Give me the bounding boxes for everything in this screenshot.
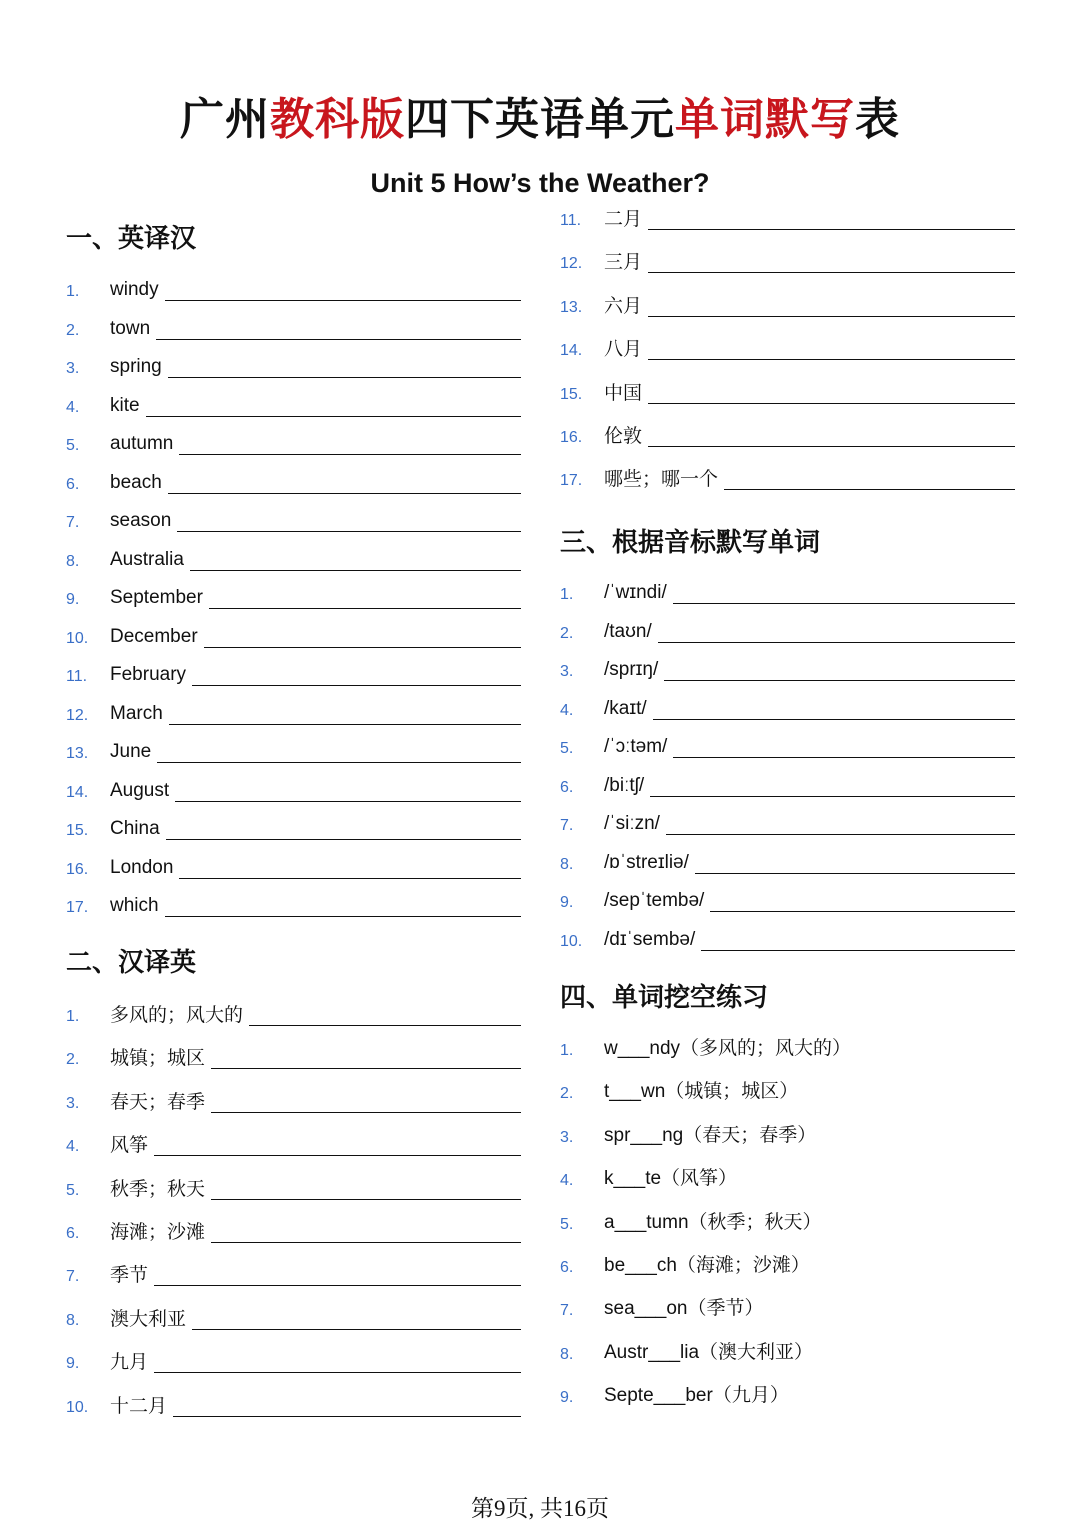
item-number: 7. bbox=[560, 1302, 574, 1320]
answer-blank-line[interactable] bbox=[648, 445, 1015, 447]
answer-blank-line[interactable] bbox=[648, 228, 1015, 230]
item-prompt: March bbox=[110, 702, 163, 724]
item-number: 3. bbox=[560, 1128, 574, 1146]
item-number: 6. bbox=[66, 1225, 80, 1242]
answer-blank-line[interactable] bbox=[664, 679, 1015, 681]
item-number: 12. bbox=[560, 255, 583, 273]
item-prompt: /kaɪt/ bbox=[604, 697, 647, 719]
item-prompt: /taʊn/ bbox=[604, 620, 652, 642]
fill-blank-item bbox=[560, 1120, 1015, 1148]
en-to-zh-item bbox=[66, 890, 521, 918]
zh-to-en-item bbox=[66, 999, 521, 1027]
answer-blank-line[interactable] bbox=[175, 800, 521, 802]
item-number: 9. bbox=[66, 591, 80, 608]
item-number: 11. bbox=[560, 212, 582, 229]
item-prompt: a___tumn（秋季；秋天） bbox=[604, 1211, 822, 1233]
answer-blank-line[interactable] bbox=[154, 1371, 521, 1373]
answer-blank-line[interactable] bbox=[653, 718, 1015, 720]
item-number: 4. bbox=[66, 1138, 80, 1156]
en-to-zh-item bbox=[66, 582, 521, 610]
answer-blank-line[interactable] bbox=[192, 684, 521, 686]
en-to-zh-item bbox=[66, 659, 521, 687]
zh-to-en-item bbox=[66, 1259, 521, 1287]
phonetic-item bbox=[560, 693, 1015, 721]
page-title bbox=[0, 90, 1080, 150]
answer-blank-line[interactable] bbox=[710, 910, 1015, 912]
item-prompt: /sepˈtembə/ bbox=[604, 890, 705, 911]
fill-blank-item bbox=[560, 1076, 1015, 1104]
item-number: 13. bbox=[560, 298, 583, 316]
zh-to-en-item bbox=[560, 377, 1015, 405]
item-number: 2. bbox=[560, 1085, 574, 1103]
item-prompt: 澳大利亚 bbox=[110, 1307, 187, 1330]
en-to-zh-item bbox=[66, 698, 521, 726]
en-to-zh-item bbox=[66, 274, 521, 302]
item-number: 7. bbox=[66, 514, 80, 531]
phonetic-item bbox=[560, 654, 1015, 682]
answer-blank-line[interactable] bbox=[650, 795, 1015, 797]
item-prompt: August bbox=[110, 779, 170, 801]
phonetic-item bbox=[560, 924, 1015, 952]
en-to-zh-item bbox=[66, 621, 521, 649]
item-number: 8. bbox=[560, 1345, 574, 1363]
item-prompt: town bbox=[110, 317, 151, 339]
zh-to-en-item bbox=[560, 420, 1015, 448]
item-number: 13. bbox=[66, 745, 89, 762]
item-prompt: 春天；春季 bbox=[110, 1090, 206, 1113]
item-number: 1. bbox=[66, 283, 80, 300]
item-number: 3. bbox=[66, 1094, 80, 1112]
title-part-1: 广州 bbox=[180, 94, 270, 145]
item-prompt: 季节 bbox=[110, 1264, 149, 1287]
item-number: 17. bbox=[560, 472, 583, 490]
answer-blank-line[interactable] bbox=[209, 607, 521, 609]
item-prompt: Austr___lia（澳大利亚） bbox=[604, 1341, 814, 1363]
item-prompt: /ɒˈstreɪliə/ bbox=[604, 851, 689, 873]
zh-to-en-item bbox=[560, 290, 1015, 318]
item-number: 8. bbox=[66, 552, 80, 570]
answer-blank-line[interactable] bbox=[211, 1198, 521, 1200]
item-prompt: t___wn（城镇；城区） bbox=[604, 1081, 799, 1103]
zh-to-en-item bbox=[66, 1216, 521, 1244]
item-prompt: /sprɪŋ/ bbox=[604, 659, 659, 680]
item-number: 1. bbox=[66, 1008, 80, 1025]
zh-to-en-item bbox=[66, 1390, 521, 1418]
item-prompt: Septe___ber（九月） bbox=[604, 1385, 789, 1407]
item-prompt: /biːtʃ/ bbox=[604, 774, 645, 796]
item-prompt: 风筝 bbox=[110, 1134, 149, 1157]
item-number: 12. bbox=[66, 706, 89, 724]
item-number: 5. bbox=[560, 1215, 574, 1233]
title-part-5: 表 bbox=[855, 94, 900, 145]
item-number: 10. bbox=[66, 629, 89, 647]
answer-blank-line[interactable] bbox=[211, 1067, 521, 1069]
answer-blank-line[interactable] bbox=[190, 569, 521, 571]
phonetic-item bbox=[560, 808, 1015, 836]
item-number: 5. bbox=[66, 437, 80, 454]
item-number: 16. bbox=[560, 429, 583, 446]
item-number: 3. bbox=[66, 360, 80, 377]
item-number: 11. bbox=[66, 668, 88, 685]
zh-to-en-item bbox=[560, 203, 1015, 231]
item-number: 1. bbox=[560, 1042, 574, 1059]
answer-blank-line[interactable] bbox=[724, 488, 1015, 490]
item-prompt: sea___on（季节） bbox=[604, 1298, 764, 1320]
item-prompt: w___ndy（多风的；风大的） bbox=[604, 1038, 852, 1059]
answer-blank-line[interactable] bbox=[168, 492, 521, 494]
answer-blank-line[interactable] bbox=[165, 915, 521, 917]
en-to-zh-item bbox=[66, 775, 521, 803]
section-zh-to-en-heading: 二、汉译英 bbox=[66, 948, 197, 978]
item-number: 5. bbox=[66, 1181, 80, 1199]
en-to-zh-item bbox=[66, 351, 521, 379]
page-footer: 第9页, 共16页 bbox=[471, 1496, 609, 1521]
en-to-zh-item bbox=[66, 544, 521, 572]
item-prompt: London bbox=[110, 856, 174, 878]
item-prompt: 三月 bbox=[604, 251, 643, 274]
item-prompt: 城镇；城区 bbox=[110, 1047, 206, 1070]
item-prompt: 九月 bbox=[110, 1351, 149, 1374]
title-part-3: 四下英语单元 bbox=[405, 94, 675, 145]
item-prompt: 十二月 bbox=[110, 1394, 168, 1417]
item-number: 2. bbox=[560, 624, 574, 642]
item-prompt: 秋季；秋天 bbox=[110, 1177, 206, 1200]
answer-blank-line[interactable] bbox=[204, 646, 521, 648]
answer-blank-line[interactable] bbox=[154, 1154, 521, 1156]
item-prompt: 六月 bbox=[604, 294, 643, 317]
zh-to-en-item bbox=[66, 1042, 521, 1070]
zh-to-en-item bbox=[66, 1303, 521, 1331]
item-prompt: which bbox=[110, 895, 159, 916]
item-number: 16. bbox=[66, 860, 89, 878]
item-prompt: season bbox=[110, 510, 172, 531]
phonetic-item bbox=[560, 885, 1015, 913]
answer-blank-line[interactable] bbox=[146, 415, 521, 417]
item-number: 17. bbox=[66, 899, 89, 916]
answer-blank-line[interactable] bbox=[179, 453, 521, 455]
answer-blank-line[interactable] bbox=[249, 1024, 521, 1026]
answer-blank-line[interactable] bbox=[169, 723, 521, 725]
item-number: 7. bbox=[560, 817, 574, 834]
answer-blank-line[interactable] bbox=[648, 271, 1015, 273]
fill-blank-item bbox=[560, 1250, 1015, 1278]
item-prompt: 多风的；风大的 bbox=[110, 1004, 244, 1026]
en-to-zh-item bbox=[66, 467, 521, 495]
item-number: 8. bbox=[560, 855, 574, 873]
item-prompt: China bbox=[110, 818, 160, 839]
item-prompt: spring bbox=[110, 356, 162, 377]
item-prompt: /dɪˈsembə/ bbox=[604, 928, 696, 950]
unit-subtitle: Unit 5 How’s the Weather? bbox=[370, 168, 710, 198]
item-prompt: 哪些；哪一个 bbox=[604, 468, 719, 491]
item-number: 9. bbox=[66, 1355, 80, 1373]
item-number: 10. bbox=[560, 932, 583, 950]
section-phonetic-heading: 三、根据音标默写单词 bbox=[560, 528, 821, 558]
answer-blank-line[interactable] bbox=[211, 1241, 521, 1243]
item-prompt: December bbox=[110, 625, 198, 647]
section-en-to-zh-heading: 一、英译汉 bbox=[66, 224, 197, 254]
item-prompt: 八月 bbox=[604, 338, 643, 361]
zh-to-en-item bbox=[66, 1346, 521, 1374]
answer-blank-line[interactable] bbox=[156, 338, 521, 340]
answer-blank-line[interactable] bbox=[157, 761, 521, 763]
answer-blank-line[interactable] bbox=[165, 299, 521, 301]
item-prompt: autumn bbox=[110, 433, 174, 454]
phonetic-item bbox=[560, 616, 1015, 644]
phonetic-item bbox=[560, 770, 1015, 798]
fill-blank-item bbox=[560, 1163, 1015, 1191]
zh-to-en-item bbox=[66, 1086, 521, 1114]
phonetic-item bbox=[560, 731, 1015, 759]
item-prompt: kite bbox=[110, 394, 140, 416]
zh-to-en-item bbox=[560, 463, 1015, 491]
title-part-4: 单词默写 bbox=[675, 94, 855, 145]
item-number: 6. bbox=[560, 1259, 574, 1276]
en-to-zh-item bbox=[66, 852, 521, 880]
zh-to-en-item bbox=[66, 1173, 521, 1201]
item-prompt: September bbox=[110, 587, 203, 608]
item-number: 14. bbox=[560, 342, 583, 360]
answer-blank-line[interactable] bbox=[177, 530, 521, 532]
item-prompt: June bbox=[110, 741, 152, 762]
item-prompt: k___te（风筝） bbox=[604, 1168, 738, 1190]
item-number: 2. bbox=[66, 1051, 80, 1069]
item-prompt: windy bbox=[110, 279, 159, 300]
answer-blank-line[interactable] bbox=[154, 1284, 521, 1286]
item-number: 6. bbox=[560, 778, 574, 796]
item-prompt: spr___ng（春天；春季） bbox=[604, 1124, 817, 1146]
en-to-zh-item bbox=[66, 390, 521, 418]
item-prompt: 二月 bbox=[604, 208, 643, 230]
zh-to-en-item bbox=[66, 1129, 521, 1157]
answer-blank-line[interactable] bbox=[179, 877, 521, 879]
fill-blank-item bbox=[560, 1293, 1015, 1321]
answer-blank-line[interactable] bbox=[211, 1111, 521, 1113]
fill-blank-item bbox=[560, 1337, 1015, 1365]
answer-blank-line[interactable] bbox=[666, 833, 1015, 835]
item-number: 7. bbox=[66, 1268, 80, 1286]
fill-blank-item bbox=[560, 1380, 1015, 1408]
title-part-2: 教科版 bbox=[270, 94, 405, 145]
en-to-zh-item bbox=[66, 313, 521, 341]
answer-blank-line[interactable] bbox=[648, 358, 1015, 360]
zh-to-en-item bbox=[560, 333, 1015, 361]
en-to-zh-item bbox=[66, 813, 521, 841]
item-prompt: be___ch（海滩；沙滩） bbox=[604, 1255, 810, 1276]
phonetic-item bbox=[560, 577, 1015, 605]
answer-blank-line[interactable] bbox=[648, 402, 1015, 404]
item-number: 4. bbox=[560, 701, 574, 719]
section-fill-blank-heading: 四、单词挖空练习 bbox=[560, 983, 769, 1013]
answer-blank-line[interactable] bbox=[701, 949, 1015, 951]
phonetic-item bbox=[560, 847, 1015, 875]
item-prompt: beach bbox=[110, 471, 162, 493]
answer-blank-line[interactable] bbox=[166, 838, 521, 840]
item-prompt: Australia bbox=[110, 548, 184, 570]
item-number: 4. bbox=[560, 1172, 574, 1190]
answer-blank-line[interactable] bbox=[173, 1415, 521, 1417]
answer-blank-line[interactable] bbox=[695, 872, 1015, 874]
item-number: 10. bbox=[66, 1398, 89, 1416]
item-number: 15. bbox=[66, 822, 89, 839]
item-number: 1. bbox=[560, 586, 574, 603]
zh-to-en-item bbox=[560, 246, 1015, 274]
answer-blank-line[interactable] bbox=[658, 641, 1015, 643]
item-prompt: /ˈsiːzn/ bbox=[604, 813, 660, 834]
item-prompt: 中国 bbox=[604, 381, 643, 404]
answer-blank-line[interactable] bbox=[168, 376, 521, 378]
fill-blank-item bbox=[560, 1033, 1015, 1061]
item-number: 9. bbox=[560, 894, 574, 911]
item-number: 9. bbox=[560, 1389, 574, 1407]
item-prompt: 伦敦 bbox=[604, 425, 643, 447]
item-prompt: February bbox=[110, 664, 187, 685]
answer-blank-line[interactable] bbox=[673, 602, 1015, 604]
fill-blank-item bbox=[560, 1207, 1015, 1235]
item-number: 8. bbox=[66, 1311, 80, 1329]
item-number: 2. bbox=[66, 321, 80, 339]
item-number: 3. bbox=[560, 663, 574, 680]
item-number: 5. bbox=[560, 740, 574, 757]
item-number: 4. bbox=[66, 398, 80, 416]
answer-blank-line[interactable] bbox=[192, 1328, 521, 1330]
item-number: 15. bbox=[560, 385, 583, 403]
item-prompt: /ˈwɪndi/ bbox=[604, 582, 667, 603]
item-number: 6. bbox=[66, 475, 80, 493]
answer-blank-line[interactable] bbox=[648, 315, 1015, 317]
en-to-zh-item bbox=[66, 505, 521, 533]
item-number: 14. bbox=[66, 783, 89, 801]
en-to-zh-item bbox=[66, 736, 521, 764]
answer-blank-line[interactable] bbox=[673, 756, 1015, 758]
item-prompt: 海滩；沙滩 bbox=[110, 1221, 206, 1243]
item-prompt: /ˈɔːtəm/ bbox=[604, 736, 668, 757]
en-to-zh-item bbox=[66, 428, 521, 456]
